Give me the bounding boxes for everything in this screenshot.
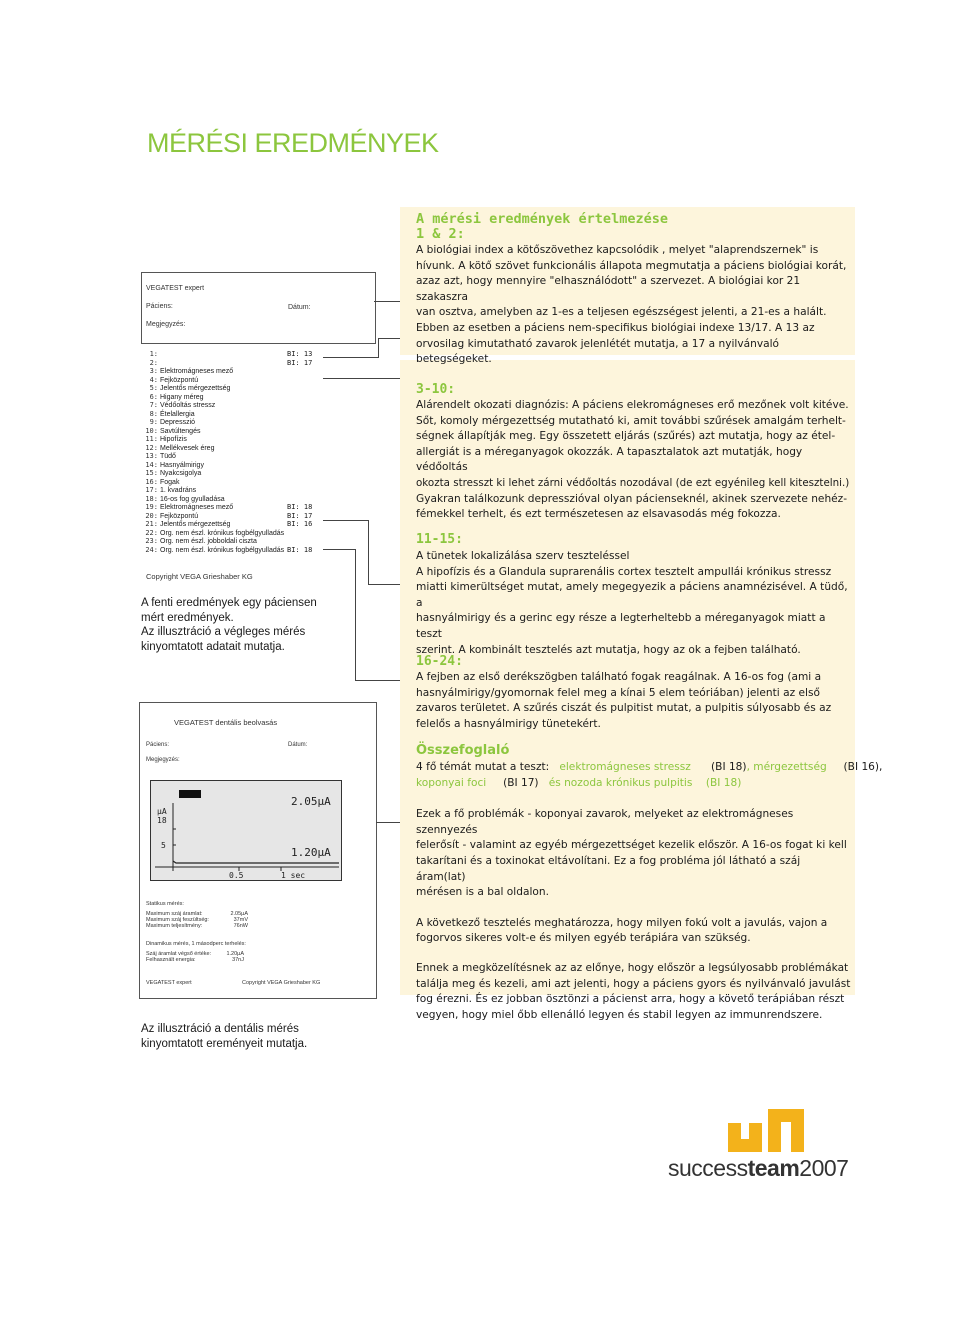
caption-line: Az illusztráció a dentális mérés	[141, 1023, 299, 1035]
interp-line: A biológiai index a kötőszövethez kapcsolódik , melyet "alaprendszernek" is	[416, 244, 819, 256]
graph-value-end: 1.20µA	[291, 846, 331, 859]
result-row	[141, 435, 374, 444]
result-label: Fogak	[160, 478, 180, 486]
result-row	[141, 512, 374, 521]
result-label: Jelentős mérgezettség	[160, 385, 231, 392]
result-bi: BI: 17	[287, 358, 313, 367]
static-heading: Statikus mérés:	[146, 901, 184, 907]
vegatest-header-box	[141, 272, 376, 344]
sec310-line: Alárendelt okozati diagnózis: A páciens elekromágneses erő mezőnek volt kitéve.	[416, 399, 849, 411]
logo-text-year: 2007	[799, 1155, 849, 1181]
section-11-15-heading: 11-15:	[416, 532, 463, 547]
sec1115-line: hasnyálmirigy és a gerinc egy része a legterheltebb a méreganyagok miatt a teszt	[416, 612, 826, 640]
sec1115-line: A hipofízis és a Glandula suprarenális cortex tesztelt ampullái krónikus stressz	[416, 565, 832, 578]
summary-topic: koponyai foci	[416, 776, 487, 789]
result-label: Higany méreg	[160, 393, 204, 401]
mouth-current-graph	[150, 780, 342, 881]
connector-line	[323, 520, 368, 521]
summary-heading: Összefoglaló	[416, 743, 510, 758]
sec310-line: Gyakran találkozunk depresszióval olyan pácienseknél, akinek szervezete nehéz-	[416, 492, 848, 505]
result-row	[141, 478, 374, 487]
graph-xtick-1sec: 1 sec	[281, 871, 306, 880]
dental-scan-box	[139, 702, 377, 999]
interp-line: azaz azt, hogy mennyire "elhasználódott" a szervezet. A biológiai kor 21 szakaszra	[416, 275, 801, 303]
summary-p2-line: mérésen is a bal oldalon.	[416, 886, 549, 899]
graph-bar	[179, 790, 201, 798]
graph-svg	[151, 781, 341, 880]
interp-line: van osztva, amelyben az 1-es a teljesen egészségest jelenti, a 21-es a halált.	[416, 306, 827, 319]
result-label: Fejközpontú	[160, 512, 199, 520]
connector-line	[355, 549, 356, 680]
result-number: 15:	[145, 469, 158, 477]
caption-line: Az illusztráció a végleges mérés	[141, 626, 306, 638]
graph-value-max: 2.05µA	[291, 795, 331, 808]
result-number: 22:	[145, 528, 158, 537]
section-3-10-heading: 3-10:	[416, 382, 456, 397]
result-row	[141, 503, 374, 512]
summary-bi: (BI 17)	[503, 776, 539, 789]
date-label: Dátum:	[288, 304, 311, 311]
result-row	[141, 418, 374, 427]
sec1624-line: hasnyálmirigy/gyomornak felel meg a kínai 5 elem teóriában) jelenti az első	[416, 686, 820, 699]
section-16-24-heading: 16-24:	[416, 654, 463, 669]
result-label: 1. kvadráns	[160, 487, 197, 494]
vegatest-brand: VEGATEST expert	[146, 285, 205, 292]
result-row	[141, 359, 374, 368]
summary-p4-line: vegyen, hogy miel őbb ellenálló legyen és stabil legyen az immunrendszere.	[416, 1008, 823, 1021]
summary-section	[416, 743, 883, 1023]
result-row	[141, 520, 374, 529]
result-row	[141, 469, 374, 478]
result-bi: BI: 13	[287, 350, 313, 358]
graph-unit: µA	[157, 807, 167, 816]
result-bi: BI: 17	[287, 511, 313, 520]
result-row	[141, 393, 374, 402]
summary-p3-line: fogorvos sikeres volt-e és milyen egyéb terápiára van szükség.	[416, 932, 751, 945]
dynamic-label: Felhasznált energia:	[146, 957, 196, 963]
result-number: 11:	[145, 435, 158, 443]
caption-line: mért eredmények.	[141, 611, 234, 624]
result-number: 17:	[145, 486, 158, 494]
summary-bi: (BI 18)	[711, 761, 747, 773]
section-3-10	[416, 382, 852, 523]
result-row	[141, 427, 374, 436]
sec310-line: fémekkel terhelt, és ezt természetesen az elsavasodás még fokozza.	[416, 508, 781, 521]
logo-text-success: success	[668, 1155, 748, 1181]
result-label: Hipofízis	[160, 436, 187, 443]
sec1115-line: A tünetek lokalizálása szerv teszteléssel	[416, 550, 630, 562]
sec310-line: Sőt, komoly mérgezettség mutatható ki, amit további szűrések amalgám terhelt-	[416, 414, 846, 427]
patient-label: Páciens:	[146, 303, 173, 310]
static-value: 37mV	[233, 917, 248, 923]
sec1624-line: A fejben az első derékszögben található fogak reagálnak. A 16-os fog (ami a	[416, 671, 822, 683]
result-bi: BI: 18	[287, 503, 313, 511]
result-number: 18:	[145, 494, 158, 503]
static-values-right	[224, 911, 248, 929]
sec310-line: okozta stresszt ki lehet zárni védőoltás nozodával (de ezt egyénileg kell kitesztelni.)	[416, 476, 850, 489]
summary-p3-line: A következő tesztelés meghatározza, hogy milyen fokú volt a javulás, vajon a	[416, 916, 828, 929]
result-row	[141, 376, 374, 385]
section-16-24	[416, 654, 852, 732]
static-value: 76nW	[233, 923, 248, 929]
summary-bi: (BI 16),	[843, 761, 883, 773]
sec1115-line: szerint. A kombinált tesztelés azt mutatja, hogy az ok a fejben található.	[416, 643, 801, 656]
result-row	[141, 529, 374, 538]
summary-topic: és nozoda krónikus pulpitis	[548, 776, 693, 789]
connector-line	[323, 378, 400, 379]
result-row	[141, 410, 374, 419]
connector-line	[355, 680, 400, 681]
result-label: Elektromágneses mező	[160, 368, 234, 375]
dental-brand: VEGATEST expert	[146, 980, 192, 986]
logo-text-team: team	[747, 1155, 800, 1181]
result-label: 16-os fog gyulladása	[160, 495, 225, 503]
static-label: Maximum száj áramlat:	[146, 911, 203, 917]
summary-text: 4 fő témát mutat a teszt:	[416, 761, 550, 773]
interpretation-range: 1 & 2:	[416, 226, 465, 242]
interp-line: orvosilag kimutatható zavarok jelenlétét mutatja, a 17 a nyilvánvaló betegségeket.	[416, 337, 780, 366]
sec1624-line: zavaros területet. A szűrés ciszát és pulpitist mutat, a pulpitis súlyosabb és az	[416, 702, 832, 715]
connector-line	[378, 338, 379, 358]
section-11-15	[416, 532, 852, 658]
summary-line-1	[416, 760, 883, 776]
logo-mark	[728, 1109, 838, 1154]
connector-line	[368, 520, 369, 584]
dynamic-values	[220, 951, 244, 963]
result-row	[141, 495, 374, 504]
result-number: 21:	[145, 520, 158, 528]
result-number: 7:	[149, 401, 158, 409]
result-label: Depresszió	[160, 419, 196, 426]
graph-ytick-18: 18	[157, 816, 167, 825]
connector-line	[378, 338, 400, 339]
dental-copyright: Copyright VEGA Grieshaber KG	[242, 980, 321, 986]
result-number: 2:	[149, 358, 158, 367]
interp-line: Ebben az esetben a páciens nem-specifikus biológiai indexe 13/17. A 13 az	[416, 321, 815, 334]
copyright: Copyright VEGA Grieshaber KG	[146, 572, 253, 581]
dynamic-heading: Dinamikus mérés, 1 másodperc terhelés:	[146, 941, 246, 947]
summary-line-2	[416, 776, 852, 792]
result-label: Ételallergia	[160, 410, 195, 418]
result-label: Jelentős mérgezettség	[160, 521, 231, 528]
result-label: Elektromágneses mező	[160, 504, 234, 511]
result-row	[141, 452, 374, 461]
summary-p2-line: felerősít - valamint az egyéb mérgezettséget kezelik először. A 16-os fogat ki kell	[416, 839, 847, 852]
dynamic-label: Száj áramlat végső értéke:	[146, 951, 212, 957]
result-number: 20:	[145, 511, 158, 520]
result-number: 8:	[149, 409, 158, 418]
result-label: Org. nem észl. jobboldali ciszta	[160, 538, 257, 545]
summary-topic: elektromágneses stressz	[559, 761, 691, 773]
static-label: Maximum száj feszültség:	[146, 917, 209, 923]
interpretation-section	[416, 212, 852, 368]
logo-block	[791, 1109, 804, 1152]
result-row	[141, 486, 374, 495]
result-number: 19:	[145, 503, 158, 511]
note-label: Megjegyzés:	[146, 321, 186, 328]
result-number: 12:	[145, 443, 158, 452]
graph-xtick-05: 0.5	[229, 871, 244, 880]
result-bi: BI: 18	[287, 545, 313, 554]
summary-p2-line: takarítani és a toxinokat eltávolítani. Ez a fog probléma jól látható a száj áram(lat)	[416, 854, 801, 883]
dynamic-labels	[146, 951, 211, 963]
result-number: 5:	[149, 384, 158, 392]
logo-block	[749, 1123, 762, 1152]
summary-p2-line: Ezek a fő problémák - koponyai zavarok, melyeket az elektromágneses szennyezés	[416, 808, 794, 836]
caption-line: A fenti eredmények egy páciensen	[141, 597, 317, 609]
result-label: Savtúltengés	[160, 427, 201, 435]
result-number: 1:	[149, 350, 158, 358]
result-label: Nyakcsigolya	[160, 470, 202, 477]
summary-p4-line: találja meg és kezeli, ami azt jelenti, hogy a páciens gyors és nyilvánvaló javulást	[416, 977, 851, 990]
dynamic-value: 1.20µA	[226, 951, 244, 957]
graph-ytick-5: 5	[161, 841, 166, 850]
caption-dental	[141, 1022, 366, 1051]
sec1115-line: miatti kimerültséget mutat, amely megegyezik a páciens anamnézisével. A tüdő, a	[416, 581, 848, 609]
sec310-line: allergiát is a méreganyagok okozzák. A tapasztalatok azt mutatják, hogy védőoltás	[416, 445, 803, 474]
result-row	[141, 537, 374, 546]
summary-p4-line: Ennek a megközelítésnek az az előnye, hogy először a legsúlyosabb problémákat	[416, 961, 849, 974]
summary-bi: (BI 18)	[705, 776, 742, 789]
result-number: 23:	[145, 537, 158, 545]
result-number: 10:	[145, 426, 158, 435]
dynamic-value: 37nJ	[232, 957, 244, 963]
summary-topic: , mérgezettség	[746, 761, 827, 773]
dental-patient-label: Páciens:	[146, 742, 170, 748]
result-label: Org. nem észl. krónikus fogbélgyulladás	[160, 529, 285, 537]
result-number: 24:	[145, 545, 158, 554]
result-row	[141, 444, 374, 453]
result-row	[141, 401, 374, 410]
result-label: Org. nem észl. krónikus fogbélgyulladás	[160, 546, 285, 554]
result-number: 4:	[149, 375, 158, 384]
result-row	[141, 384, 374, 393]
connector-line	[374, 301, 400, 302]
static-label: Maximum teljesítmény:	[146, 923, 203, 929]
caption-results	[141, 596, 366, 654]
sec310-line: ségnek állapítják meg. Egy összetett eljárás (szűrés) azt mutatja, hogy az étel-	[416, 430, 836, 443]
result-label: Védőoltás stressz	[160, 402, 216, 409]
result-number: 6:	[149, 392, 158, 401]
result-row	[141, 367, 374, 376]
result-row	[141, 461, 374, 470]
dental-note-label: Megjegyzés:	[146, 757, 180, 763]
static-value: 2.05µA	[230, 911, 248, 917]
connector-line	[368, 584, 400, 585]
sec1624-line: felelős a hasnyálmirigy tünetekért.	[416, 717, 601, 730]
interp-line: hívunk. A kötő szövet funkcionális állapota megmutatja a páciens biológiai korát,	[416, 259, 847, 272]
result-label: Mellékvesek éreg	[160, 444, 215, 452]
page-title: MÉRÉSI EREDMÉNYEK	[147, 128, 439, 158]
result-label: Fejközpontú	[160, 376, 199, 384]
caption-line: kinyomtatott ereményeit mutatja.	[141, 1037, 308, 1050]
interpretation-heading: A mérési eredmények értelmezése	[416, 211, 668, 227]
caption-line: kinyomtatott adatait mutatja.	[141, 640, 285, 653]
result-number: 16:	[145, 477, 158, 486]
connector-line	[376, 822, 400, 823]
result-label: Tüdő	[160, 453, 176, 460]
connector-line	[323, 549, 355, 550]
dental-date-label: Dátum:	[288, 742, 308, 748]
connector-line	[323, 357, 378, 358]
result-number: 3:	[149, 367, 158, 375]
dental-title: VEGATEST dentális beolvasás	[174, 718, 278, 727]
result-label: Hasnyálmirigy	[160, 461, 204, 469]
logo-text	[668, 1155, 848, 1182]
result-number: 13:	[145, 452, 158, 460]
result-number: 9:	[149, 418, 158, 426]
result-number: 14:	[145, 460, 158, 469]
result-bi: BI: 16	[287, 520, 313, 528]
summary-p4-line: fog érezni. És ez jobban ösztönzi a pácienst arra, hogy a követő terápiában részt	[416, 993, 845, 1006]
